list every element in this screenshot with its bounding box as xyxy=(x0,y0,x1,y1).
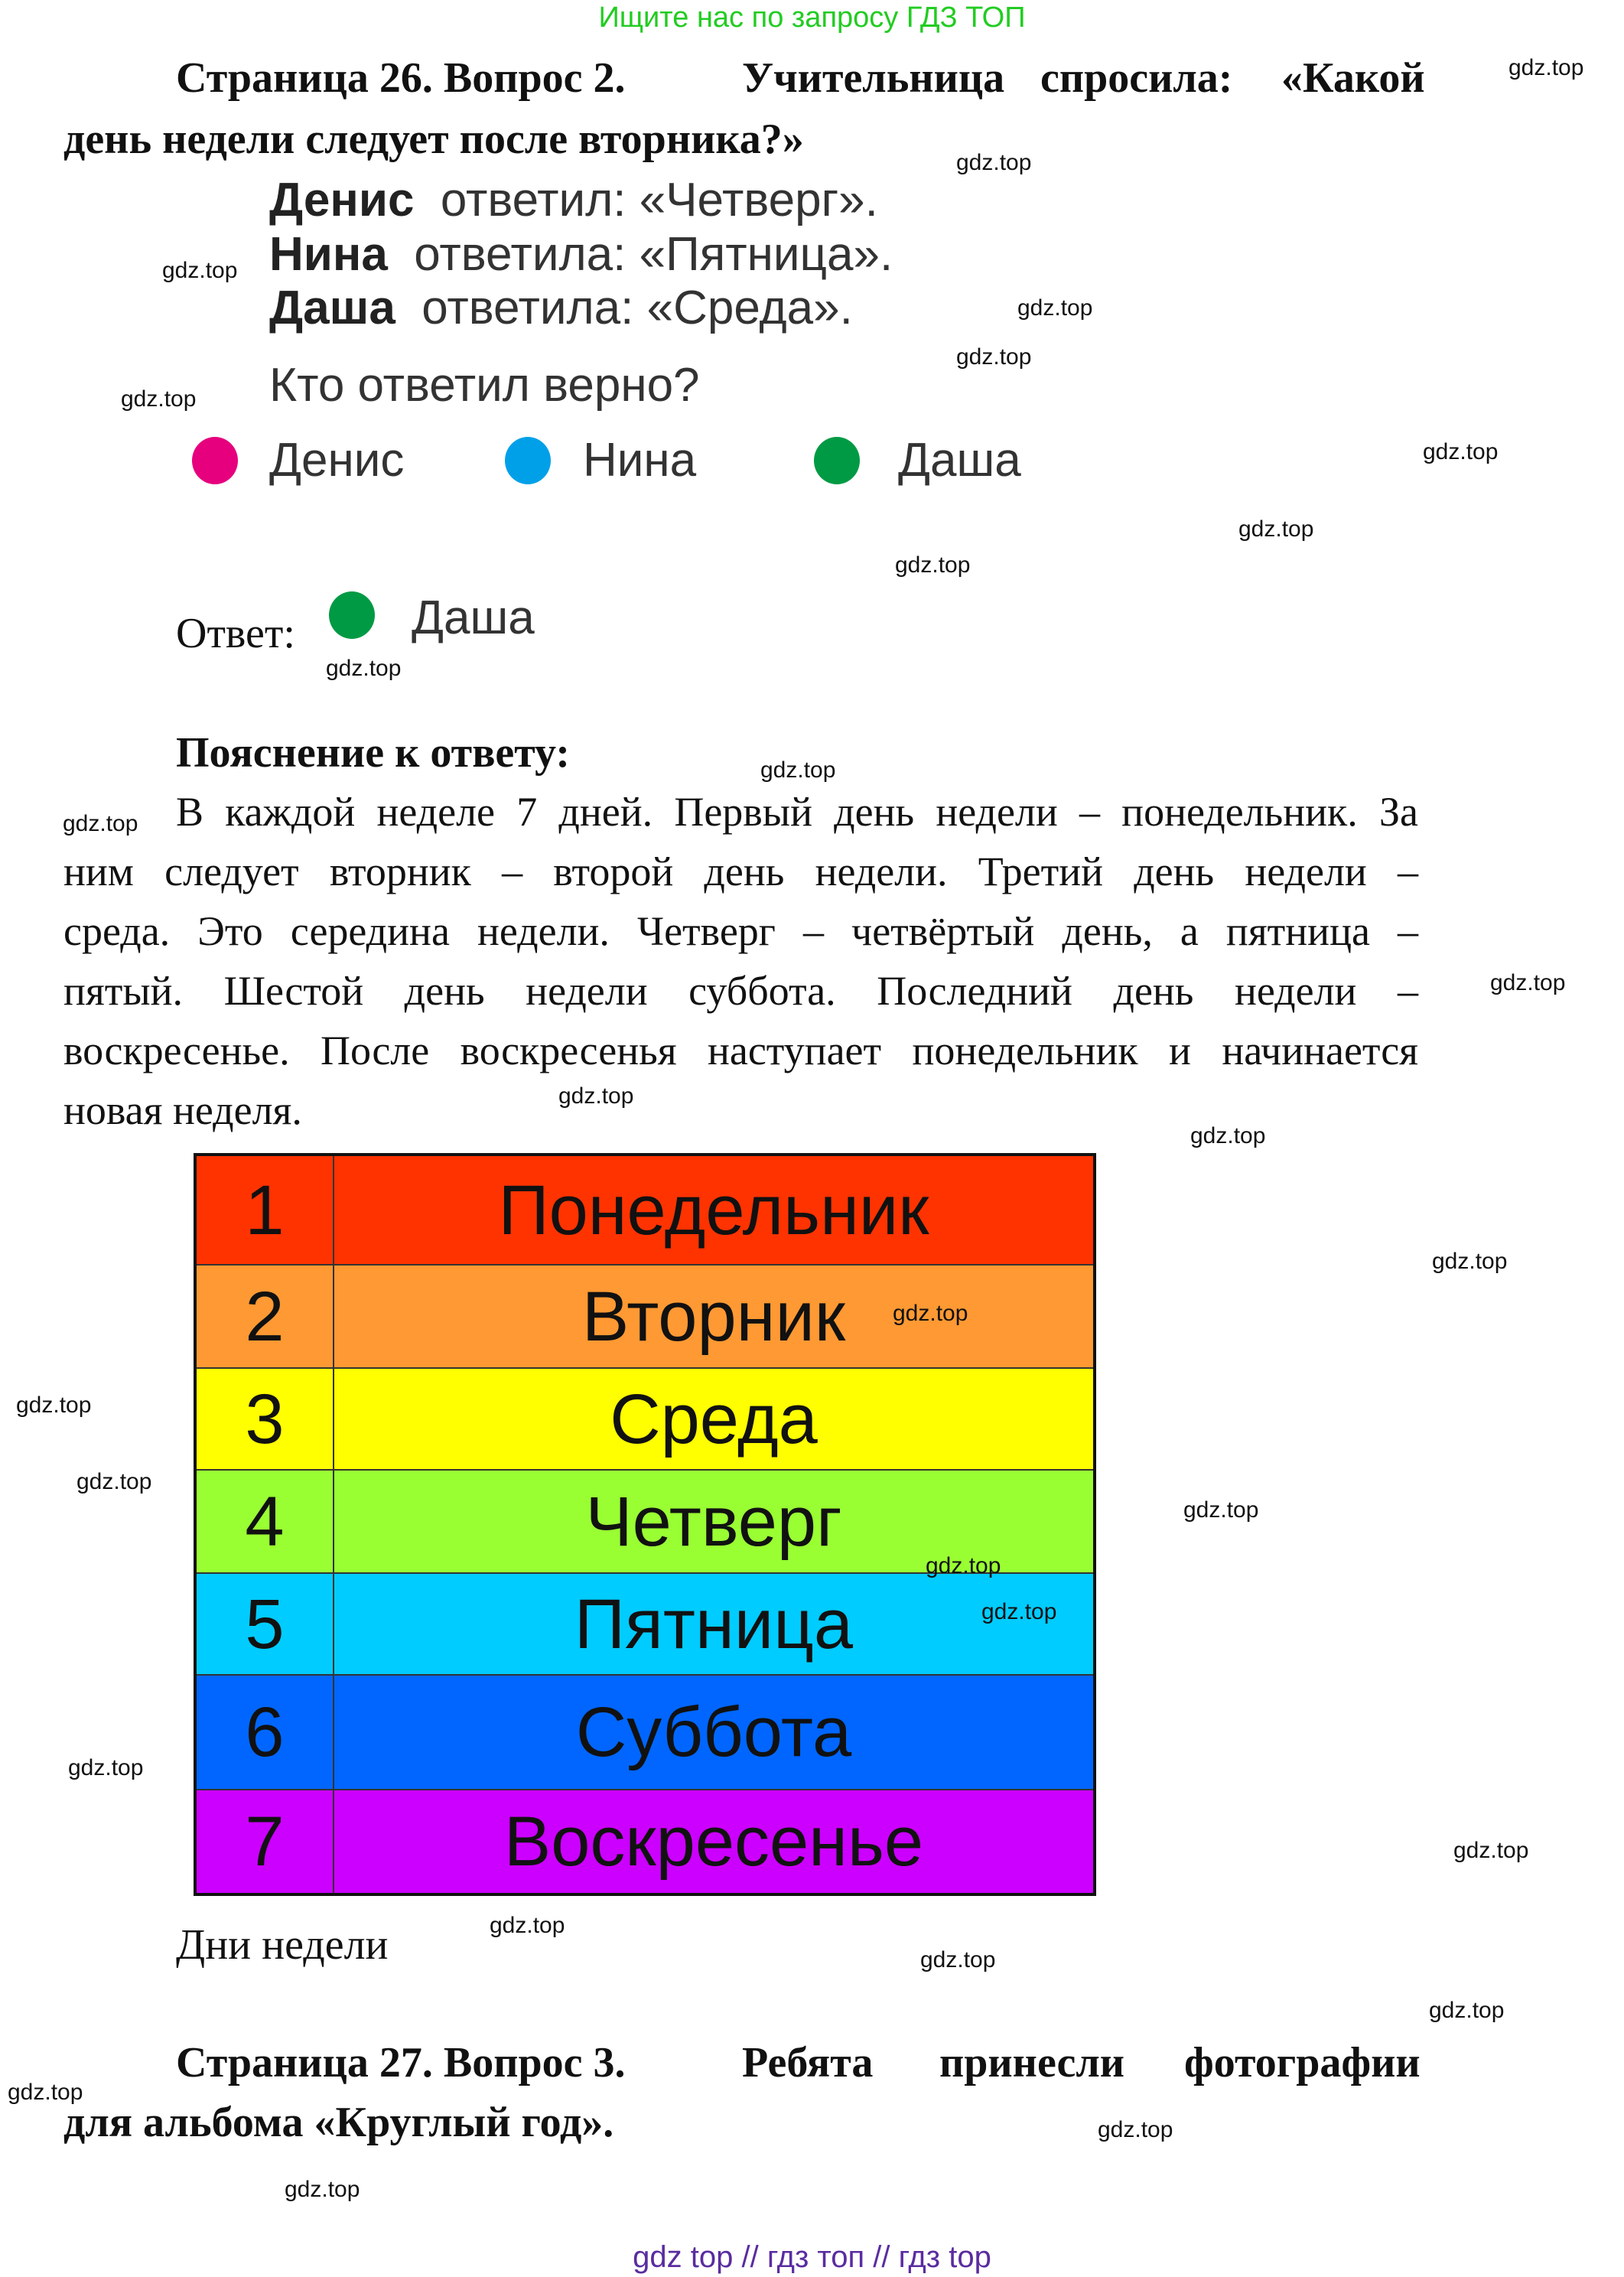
table-row xyxy=(195,1573,1095,1675)
watermark: gdz.top xyxy=(1508,55,1584,80)
question-title-part: фотографии xyxy=(1184,2039,1421,2086)
watermark: gdz.top xyxy=(558,1083,634,1109)
day-number: 2 xyxy=(195,1265,334,1368)
watermark: gdz.top xyxy=(326,656,402,681)
speaker-answer: ответила: «Пятница». xyxy=(414,228,893,281)
option-label: Нина xyxy=(583,434,697,487)
explanation-line: пятый. Шестой день недели суббота. Последний день недели – xyxy=(63,968,1418,1014)
speaker-answer: ответил: «Четверг». xyxy=(440,174,878,226)
option-label: Денис xyxy=(269,434,405,487)
watermark: gdz.top xyxy=(1453,1838,1529,1863)
dialogue-line xyxy=(269,173,878,227)
option-label: Даша xyxy=(898,434,1021,487)
explanation-heading: Пояснение к ответу: xyxy=(176,729,570,777)
day-name: Понедельник xyxy=(334,1155,1095,1265)
watermark: gdz.top xyxy=(893,1301,968,1326)
prompt: Кто ответил верно? xyxy=(269,359,700,412)
day-name: Воскресенье xyxy=(334,1790,1095,1894)
watermark: gdz.top xyxy=(926,1553,1001,1578)
table-row xyxy=(195,1790,1095,1894)
watermark: gdz.top xyxy=(1183,1497,1259,1523)
watermark: gdz.top xyxy=(76,1469,152,1494)
speaker-name: Денис xyxy=(269,174,415,226)
watermark: gdz.top xyxy=(956,344,1032,370)
speaker-answer: ответила: «Среда». xyxy=(421,282,853,334)
watermark: gdz.top xyxy=(1429,1998,1505,2023)
dialogue-line xyxy=(269,227,893,282)
day-name: Пятница xyxy=(334,1573,1095,1675)
question-title-part: спросила: xyxy=(1040,54,1233,102)
question-title-part: Учительница xyxy=(742,54,1005,102)
day-number: 4 xyxy=(195,1470,334,1573)
table-row xyxy=(195,1155,1095,1265)
days-of-week-table xyxy=(194,1153,1096,1896)
watermark: gdz.top xyxy=(16,1393,92,1418)
question-title-part: Страница 27. Вопрос 3. xyxy=(176,2039,626,2086)
watermark: gdz.top xyxy=(956,150,1032,175)
watermark: gdz.top xyxy=(8,2080,83,2105)
explanation-line: новая неделя. xyxy=(63,1087,302,1133)
watermark: gdz.top xyxy=(1423,439,1499,464)
question-title-line2: день недели следует после вторника?» xyxy=(63,116,804,163)
day-name: Суббота xyxy=(334,1675,1095,1790)
question-title-part: принесли xyxy=(939,2039,1125,2086)
watermark: gdz.top xyxy=(121,386,197,412)
watermark: gdz.top xyxy=(1098,2117,1173,2142)
table-caption: Дни недели xyxy=(176,1921,389,1969)
watermark: gdz.top xyxy=(760,757,836,783)
option-circle-icon xyxy=(192,437,238,484)
watermark: gdz.top xyxy=(162,258,238,283)
watermark: gdz.top xyxy=(895,552,971,578)
speaker-name: Нина xyxy=(269,228,388,281)
day-name: Четверг xyxy=(334,1470,1095,1573)
explanation-line: воскресенье. После воскресенья наступает понедельник и начинается xyxy=(63,1028,1418,1073)
search-banner: Ищите нас по запросу ГДЗ ТОП xyxy=(598,2,1026,34)
watermark: gdz.top xyxy=(68,1755,144,1780)
question-title-line2: для альбома «Круглый год». xyxy=(63,2099,614,2146)
answer-circle-icon xyxy=(329,591,375,639)
day-name: Вторник xyxy=(334,1265,1095,1368)
watermark: gdz.top xyxy=(1017,295,1093,321)
watermark: gdz.top xyxy=(920,1947,996,1972)
question-title-part: Страница 26. Вопрос 2. xyxy=(176,54,626,102)
watermark: gdz.top xyxy=(285,2177,360,2202)
watermark: gdz.top xyxy=(1432,1249,1508,1274)
option-circle-icon xyxy=(814,437,860,484)
table-row xyxy=(195,1675,1095,1790)
watermark: gdz.top xyxy=(1238,516,1314,542)
watermark: gdz.top xyxy=(981,1599,1057,1624)
answer-value: Даша xyxy=(412,591,535,644)
day-name: Среда xyxy=(334,1368,1095,1470)
day-number: 1 xyxy=(195,1155,334,1265)
day-number: 3 xyxy=(195,1368,334,1470)
explanation-line: В каждой неделе 7 дней. Первый день недели – понедельник. За xyxy=(176,789,1418,835)
option-circle-icon xyxy=(505,437,551,484)
table-row xyxy=(195,1368,1095,1470)
watermark: gdz.top xyxy=(1490,970,1566,995)
footer-links[interactable]: gdz top // гдз топ // гдз top xyxy=(633,2240,991,2274)
watermark: gdz.top xyxy=(63,811,138,836)
speaker-name: Даша xyxy=(269,282,395,334)
watermark: gdz.top xyxy=(1190,1123,1266,1148)
answer-label: Ответ: xyxy=(176,610,295,657)
explanation-line: ним следует вторник – второй день недели. Третий день недели – xyxy=(63,849,1418,894)
explanation-line: среда. Это середина недели. Четверг – четвёртый день, а пятница – xyxy=(63,908,1418,954)
watermark: gdz.top xyxy=(490,1913,565,1938)
question-title-part: «Какой xyxy=(1281,54,1425,102)
question-title-part: Ребята xyxy=(742,2039,874,2086)
day-number: 6 xyxy=(195,1675,334,1790)
day-number: 5 xyxy=(195,1573,334,1675)
day-number: 7 xyxy=(195,1790,334,1894)
dialogue-line xyxy=(269,281,853,335)
